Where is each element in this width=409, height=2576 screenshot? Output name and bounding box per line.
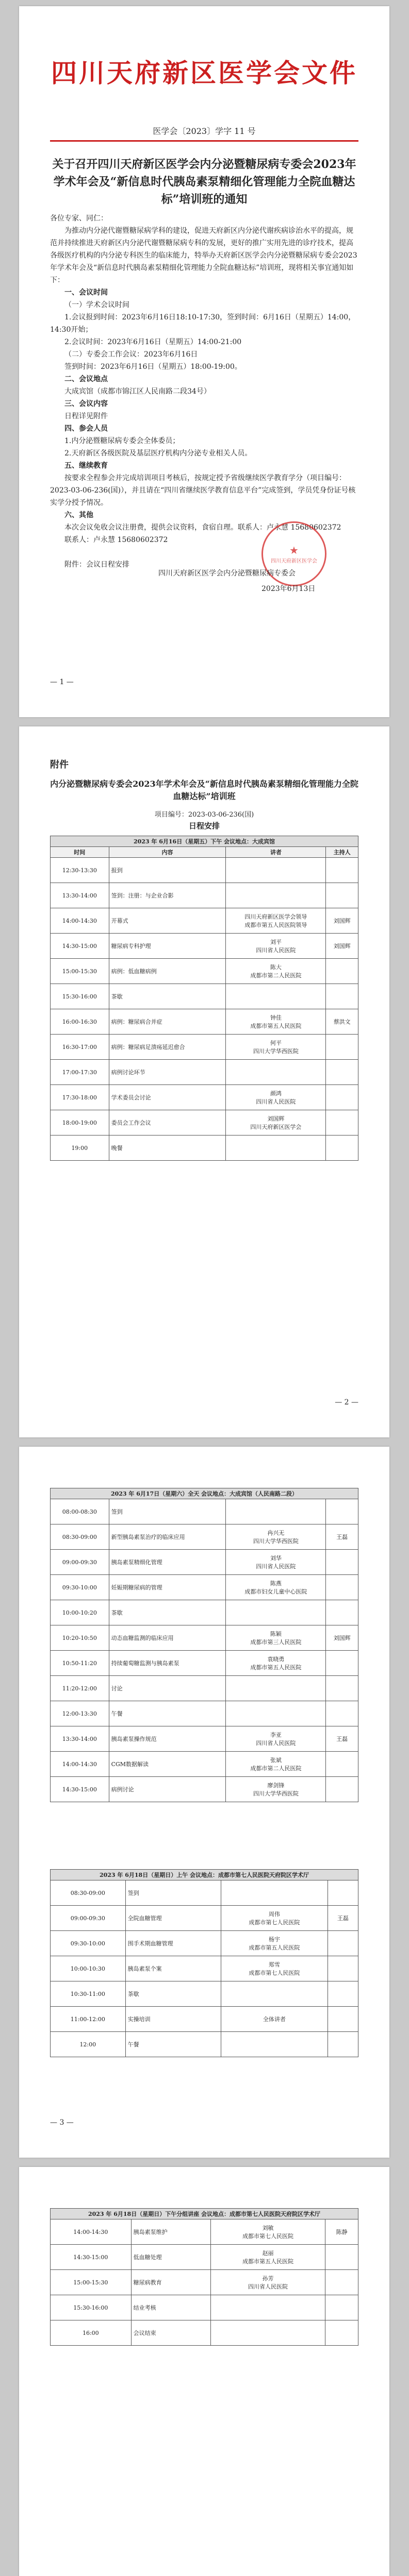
cell-speaker <box>226 1676 326 1701</box>
cell-host <box>326 1136 358 1161</box>
schedule-row <box>51 1676 358 1701</box>
notice-title: 关于召开四川天府新区医学会内分泌暨糖尿病专委会2023年学术年会及“新信息时代胰岛素泵精细化管理能力全院血糖达标”培训班的通知 <box>52 158 356 206</box>
cell-content: 围手术期血糖管理 <box>125 1931 221 1956</box>
cell-content: 实操培训 <box>125 2007 221 2032</box>
cell-host <box>326 1035 358 1060</box>
cell-content: 开幕式 <box>109 908 226 934</box>
cell-host <box>328 1956 358 1981</box>
cell-content: 茶歇 <box>109 984 226 1009</box>
schedule-table-day4 <box>50 2208 358 2346</box>
cell-speaker: 孙芳 四川省人民医院 <box>210 2270 325 2295</box>
col-header-host: 主持人 <box>326 847 358 858</box>
cell-content: 全院血糖管理 <box>125 1906 221 1931</box>
cell-host <box>328 2032 358 2057</box>
cell-host <box>326 1060 358 1085</box>
schedule-row <box>51 1752 358 1777</box>
cell-time: 16:30-17:00 <box>51 1035 109 1060</box>
schedule-row <box>51 1009 358 1035</box>
document-page-3 <box>19 1447 389 2158</box>
day-header: 2023 年 6月18日（星期日）上午 会议地点：成都市第七人民医院天府院区学术厅 <box>51 1870 358 1880</box>
cell-speaker: 周伟 成都市第七人民医院 <box>221 1906 328 1931</box>
schedule-row <box>51 2320 358 2346</box>
cell-content: 会议结束 <box>131 2320 210 2346</box>
cell-speaker: 全体讲者 <box>221 2007 328 2032</box>
cell-host <box>326 1752 358 1777</box>
schedule-row <box>51 1085 358 1110</box>
cell-host: 王磊 <box>326 1524 358 1550</box>
cell-content: 签到 <box>125 1880 221 1906</box>
cell-host <box>326 1575 358 1600</box>
body-line: 2.会议时间：2023年6月16日（星期五）14:00-21:00 <box>64 338 242 346</box>
body-line: 本次会议免收会议注册费，提供会议资料，食宿自理。联系人：卢永慧 15680602372 <box>64 523 341 532</box>
cell-time: 08:00-08:30 <box>51 1499 109 1524</box>
subsection-heading: （一）学术会议时间 <box>64 301 129 309</box>
section-heading: 四、参会人员 <box>64 425 108 433</box>
cell-time: 08:30-09:00 <box>51 1880 126 1906</box>
red-divider <box>50 140 358 142</box>
cell-host <box>326 984 358 1009</box>
schedule-row <box>51 1110 358 1136</box>
cell-content: 晚餐 <box>109 1136 226 1161</box>
body-line: 2.天府新区各级医院及基层医疗机构内分泌专业相关人员。 <box>64 449 252 457</box>
cell-speaker: 何平 四川大学华西医院 <box>226 1035 326 1060</box>
cell-content: 病例：糖尿病足溃疡延迟愈合 <box>109 1035 226 1060</box>
cell-host <box>326 1651 358 1676</box>
schedule-row <box>51 1625 358 1651</box>
cell-speaker: 刘平 四川省人民医院 <box>226 934 326 959</box>
schedule-row <box>51 1060 358 1085</box>
cell-host <box>326 1110 358 1136</box>
body-line: 大成宾馆（成都市锦江区人民南路二段34号） <box>64 387 211 396</box>
cell-content: 学术委员会讨论 <box>109 1085 226 1110</box>
cell-content: 签到 <box>109 1499 226 1524</box>
schedule-row <box>51 2032 358 2057</box>
cell-content: 讨论 <box>109 1676 226 1701</box>
cell-time: 13:30-14:00 <box>51 883 109 908</box>
cell-host <box>326 1499 358 1524</box>
schedule-table-day2 <box>50 1488 358 1802</box>
cell-time: 10:00-10:20 <box>51 1600 109 1625</box>
cell-time: 12:30-13:30 <box>51 858 109 883</box>
cell-host <box>326 1777 358 1802</box>
cell-time: 16:00-16:30 <box>51 1009 109 1035</box>
schedule-row <box>51 2219 358 2245</box>
section-heading: 六、其他 <box>64 511 93 519</box>
col-header-speaker: 讲者 <box>226 847 326 858</box>
cell-time: 14:00-14:30 <box>51 908 109 934</box>
contact-line: 联系人：卢永慧 15680602372 <box>64 536 168 544</box>
cell-host <box>326 1085 358 1110</box>
cell-speaker: 陈颖 成都市第三人民医院 <box>226 1625 326 1651</box>
cell-time: 17:30-18:00 <box>51 1085 109 1110</box>
cell-content: 午餐 <box>109 1701 226 1726</box>
cell-host <box>325 2270 358 2295</box>
cell-host: 蔡洪文 <box>326 1009 358 1035</box>
cell-speaker: 杨宇 成都市第五人民医院 <box>221 1931 328 1956</box>
schedule-row <box>51 984 358 1009</box>
cell-host: 刘国辉 <box>326 908 358 934</box>
body-line: 1.内分泌暨糖尿病专委会全体委员； <box>64 437 180 445</box>
cell-time: 11:00-12:00 <box>51 2007 126 2032</box>
cell-speaker <box>226 883 326 908</box>
cell-content: CGM数据解读 <box>109 1752 226 1777</box>
cell-speaker <box>226 1701 326 1726</box>
cell-speaker <box>226 1499 326 1524</box>
cell-speaker: 赵丽 成都市第五人民医院 <box>210 2245 325 2270</box>
cell-host <box>326 1600 358 1625</box>
cell-time: 09:00-09:30 <box>51 1550 109 1575</box>
page-number: — 3 — <box>50 2119 74 2127</box>
cell-speaker <box>210 2295 325 2320</box>
schedule-row <box>51 1575 358 1600</box>
body-line: 按要求全程参会并完成培训项目考核后，按规定授予省级继续医学教育学分（项目编号：2023-03-06-236(国)），并且请在“四川省继续医学教育信息平台”完成签到，学员凭身份证号核实学分授予情况。 <box>50 474 356 507</box>
cell-time: 15:30-16:00 <box>51 984 109 1009</box>
cell-speaker <box>226 984 326 1009</box>
cell-time: 09:30-10:00 <box>51 1575 109 1600</box>
schedule-table-day1 <box>50 836 358 1161</box>
cell-time: 14:30-15:00 <box>51 934 109 959</box>
cell-time: 15:00-15:30 <box>51 959 109 984</box>
schedule-row <box>51 1651 358 1676</box>
cell-content: 病例：糖尿病合并症 <box>109 1009 226 1035</box>
cell-host <box>325 2295 358 2320</box>
schedule-row <box>51 2270 358 2295</box>
col-header-time: 时间 <box>51 847 109 858</box>
cell-time: 19:00 <box>51 1136 109 1161</box>
cell-host <box>326 883 358 908</box>
cell-speaker <box>226 1060 326 1085</box>
schedule-row <box>51 959 358 984</box>
cell-time: 15:30-16:00 <box>51 2295 132 2320</box>
intro-paragraph: 为推动内分泌代谢暨糖尿病学科的建设，促进天府新区内分泌代谢疾病诊治水平的提高，规范并持续推进天府新区内分泌代谢暨糖尿病专科的发展，更好的推广实用先进的诊疗技术，提高各级医疗机构的内分泌专科医生的临床能力，特举办天府新区医学会内分泌暨糖尿病专委会2023年学术年会及“新信息时代胰岛素泵精细化管理能力全院血糖达标”培训班，现将相关事宜通知如下： <box>50 227 357 284</box>
schedule-row <box>51 908 358 934</box>
cell-content: 新型胰岛素泵治疗的临床应用 <box>109 1524 226 1550</box>
cell-speaker: 冉兴无 四川大学华西医院 <box>226 1524 326 1550</box>
document-page-2 <box>19 726 389 1437</box>
cell-speaker <box>210 2320 325 2346</box>
cell-host <box>328 1880 358 1906</box>
cell-host <box>325 2245 358 2270</box>
cell-time: 12:00-13:30 <box>51 1701 109 1726</box>
body-line: 日程详见附件 <box>64 412 108 420</box>
schedule-row <box>51 1550 358 1575</box>
schedule-row <box>51 858 358 883</box>
cell-content: 报到 <box>109 858 226 883</box>
cell-content: 午餐 <box>125 2032 221 2057</box>
cell-speaker: 刘华 四川省人民医院 <box>226 1550 326 1575</box>
schedule-row <box>51 1931 358 1956</box>
cell-time: 14:30-15:00 <box>51 2245 132 2270</box>
cell-time: 09:00-09:30 <box>51 1906 126 1931</box>
cell-time: 16:00 <box>51 2320 132 2346</box>
schedule-title: 内分泌暨糖尿病专委会2023年学术年会及“新信息时代胰岛素泵精细化管理能力全院血糖达标”培训班 <box>50 779 358 801</box>
cell-host <box>326 858 358 883</box>
cell-host: 刘国辉 <box>326 1625 358 1651</box>
cell-content: 胰岛素泵操作规范 <box>109 1726 226 1752</box>
salutation: 各位专家、同仁： <box>50 214 108 223</box>
cell-content: 病例讨论环节 <box>109 1060 226 1085</box>
schedule-label: 日程安排 <box>188 821 220 831</box>
cell-time: 13:30-14:00 <box>51 1726 109 1752</box>
schedule-row <box>51 934 358 959</box>
day-header: 2023 年 6月16日（星期五）下午 会议地点：大成宾馆 <box>51 836 358 847</box>
schedule-row <box>51 1035 358 1060</box>
notice-body <box>50 212 358 571</box>
cell-host <box>326 1701 358 1726</box>
doc-header-title: 四川天府新区医学会文件 <box>51 58 357 88</box>
cell-speaker: 刘敏 成都市第七人民医院 <box>210 2219 325 2245</box>
schedule-row <box>51 1726 358 1752</box>
cell-content: 持续葡萄糖监测与胰岛素泵 <box>109 1651 226 1676</box>
cell-time: 14:30-15:00 <box>51 1777 109 1802</box>
schedule-row <box>51 1600 358 1625</box>
cell-host: 王磊 <box>328 1906 358 1931</box>
schedule-row <box>51 1701 358 1726</box>
signature-date: 2023年6月13日 <box>261 585 316 593</box>
cell-content: 签到：注册：与企业合影 <box>109 883 226 908</box>
schedule-row <box>51 1906 358 1931</box>
attachment-label: 附件 <box>50 759 69 770</box>
attachment-note: 附件：会议日程安排 <box>64 561 129 569</box>
day-header: 2023 年 6月17日（星期六）全天 会议地点：大成宾馆（人民南路二段） <box>51 1488 358 1499</box>
section-heading: 二、会议地点 <box>64 375 108 383</box>
schedule-row <box>51 1880 358 1906</box>
section-heading: 三、会议内容 <box>64 400 108 408</box>
cell-host: 王磊 <box>326 1726 358 1752</box>
cell-time: 10:00-10:30 <box>51 1956 126 1981</box>
cell-speaker: 廖剑锋 四川大学华西医院 <box>226 1777 326 1802</box>
cell-host <box>326 959 358 984</box>
cell-speaker <box>221 1880 328 1906</box>
cell-speaker: 李亚 四川省人民医院 <box>226 1726 326 1752</box>
cell-speaker: 张斌 成都市第二人民医院 <box>226 1752 326 1777</box>
cell-content: 动态血糖监测的临床应用 <box>109 1625 226 1651</box>
body-line: 签到时间：2023年6月16日（星期五）18:00-19:00。 <box>64 363 242 371</box>
cell-speaker: 刘国辉 四川天府新区医学会 <box>226 1110 326 1136</box>
cell-host <box>325 2320 358 2346</box>
schedule-row <box>51 883 358 908</box>
cell-host <box>326 1550 358 1575</box>
cell-content: 茶歇 <box>109 1600 226 1625</box>
schedule-row <box>51 2245 358 2270</box>
schedule-row <box>51 1981 358 2007</box>
cell-time: 12:00 <box>51 2032 126 2057</box>
page-number: — 2 — <box>335 1398 358 1406</box>
seal-star-icon: ★ <box>289 544 299 556</box>
cell-time: 15:00-15:30 <box>51 2270 132 2295</box>
project-number: 项目编号：2023-03-06-236(国) <box>154 811 254 819</box>
page-number: — 1 — <box>50 678 74 686</box>
subsection-heading: （二）专委会工作会议：2023年6月16日 <box>64 350 198 359</box>
cell-speaker: 陈大 成都市第二人民医院 <box>226 959 326 984</box>
cell-time: 09:30-10:00 <box>51 1931 126 1956</box>
cell-time: 17:00-17:30 <box>51 1060 109 1085</box>
cell-time: 14:00-14:30 <box>51 2219 132 2245</box>
cell-content: 妊娠期糖尿病的管理 <box>109 1575 226 1600</box>
cell-speaker: 袁晓勇 成都市第五人民医院 <box>226 1651 326 1676</box>
cell-content: 病例讨论 <box>109 1777 226 1802</box>
schedule-row <box>51 1499 358 1524</box>
cell-content: 低血糖处理 <box>131 2245 210 2270</box>
section-heading: 五、继续教育 <box>64 462 108 470</box>
cell-content: 胰岛素泵精细化管理 <box>109 1550 226 1575</box>
cell-speaker: 钟佳 成都市第五人民医院 <box>226 1009 326 1035</box>
col-header-content: 内容 <box>109 847 226 858</box>
cell-time: 10:50-11:20 <box>51 1651 109 1676</box>
cell-time: 18:00-19:00 <box>51 1110 109 1136</box>
document-page-4 <box>19 2167 389 2576</box>
cell-content: 胰岛素泵个案 <box>125 1956 221 1981</box>
cell-content: 委员会工作会议 <box>109 1110 226 1136</box>
body-line: 1.会议报到时间：2023年6月16日18:10-17:30，签到时间：6月16日（星期五）14:00，14:30开始； <box>50 313 356 334</box>
schedule-row <box>51 1777 358 1802</box>
cell-time: 10:20-10:50 <box>51 1625 109 1651</box>
cell-speaker: 陈燕 成都市妇女儿童中心医院 <box>226 1575 326 1600</box>
cell-time: 11:20-12:00 <box>51 1676 109 1701</box>
cell-speaker: 四川天府新区医学会领导 成都市第五人民医院领导 <box>226 908 326 934</box>
document-page-1 <box>19 6 389 717</box>
schedule-row <box>51 2007 358 2032</box>
cell-host <box>328 1981 358 2007</box>
section-heading: 一、会议时间 <box>64 289 108 297</box>
cell-speaker <box>221 2032 328 2057</box>
cell-time: 14:00-14:30 <box>51 1752 109 1777</box>
cell-speaker: 郑雪 成都市第七人民医院 <box>221 1956 328 1981</box>
cell-time: 08:30-09:00 <box>51 1524 109 1550</box>
cell-content: 糖尿病专科护理 <box>109 934 226 959</box>
cell-speaker: 颜鸿 四川省人民医院 <box>226 1085 326 1110</box>
cell-host: 刘国辉 <box>326 934 358 959</box>
cell-content: 结业考核 <box>131 2295 210 2320</box>
day-header: 2023 年 6月18日（星期日）下午分组讲座 会议地点：成都市第七人民医院天府院区学术厅 <box>51 2209 358 2219</box>
cell-content: 病例：低血糖病例 <box>109 959 226 984</box>
schedule-row <box>51 1956 358 1981</box>
cell-speaker <box>221 1981 328 2007</box>
doc-number: 医学会〔2023〕学字 11 号 <box>153 126 256 136</box>
cell-speaker <box>226 1600 326 1625</box>
cell-host <box>328 1931 358 1956</box>
schedule-row <box>51 1136 358 1161</box>
schedule-table-day3 <box>50 1869 358 2057</box>
schedule-row <box>51 1524 358 1550</box>
cell-speaker <box>226 858 326 883</box>
signature-org: 四川天府新区医学会内分泌暨糖尿病专委会 <box>158 569 296 578</box>
cell-host: 陈静 <box>325 2219 358 2245</box>
cell-speaker <box>226 1136 326 1161</box>
cell-host <box>328 2007 358 2032</box>
cell-content: 茶歇 <box>125 1981 221 2007</box>
cell-content: 糖尿病教育 <box>131 2270 210 2295</box>
official-seal: ★ 四川天府新区医学会 <box>261 521 326 586</box>
cell-content: 胰岛素泵维护 <box>131 2219 210 2245</box>
schedule-row <box>51 2295 358 2320</box>
cell-host <box>326 1676 358 1701</box>
cell-time: 10:30-11:00 <box>51 1981 126 2007</box>
